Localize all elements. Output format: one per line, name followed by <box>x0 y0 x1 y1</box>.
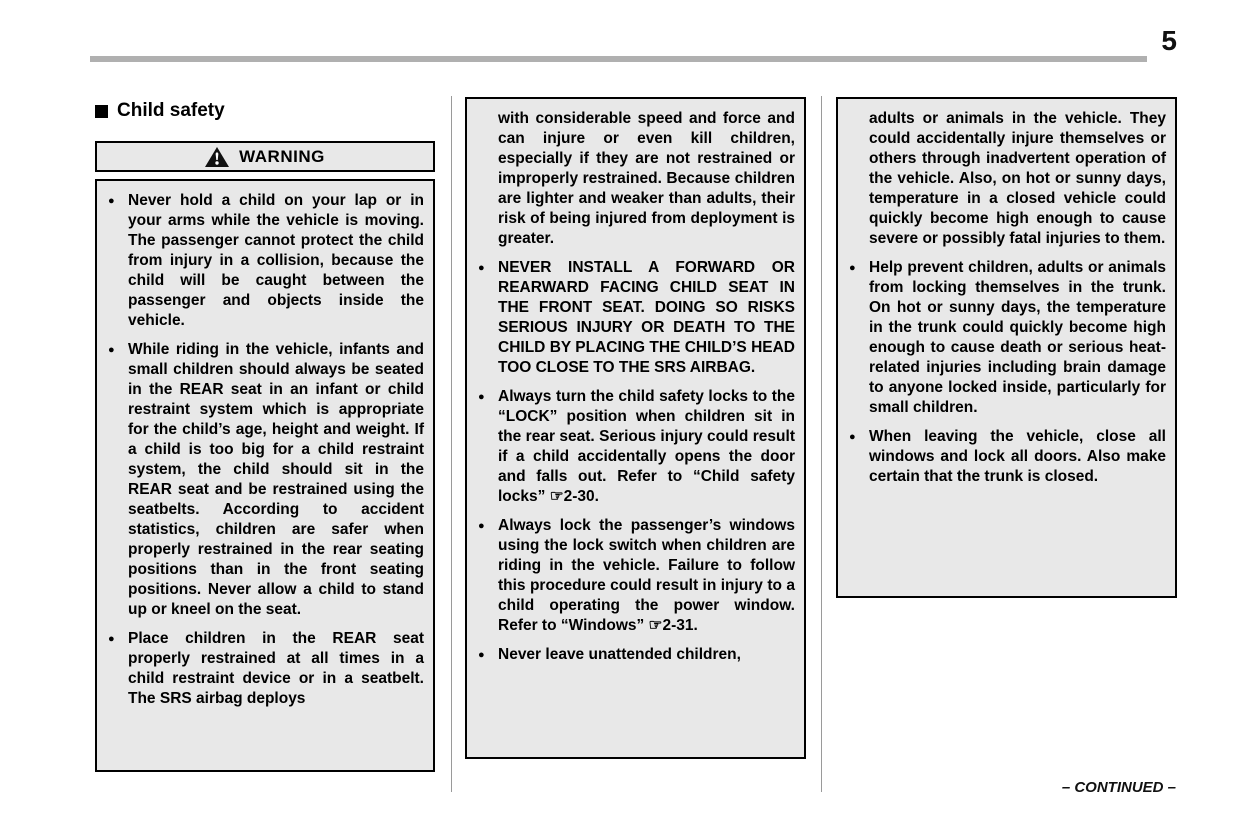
warning-paragraph <box>847 427 1166 487</box>
section-marker-icon <box>95 105 108 118</box>
section-heading <box>95 100 435 122</box>
column-separator-right <box>821 96 822 792</box>
bullet-icon: ● <box>849 262 856 274</box>
bullet-icon: ● <box>478 391 485 403</box>
warning-paragraph <box>106 629 424 709</box>
top-rule <box>90 56 1147 62</box>
warning-paragraph <box>476 645 795 665</box>
continued-label: – CONTINUED – <box>1061 779 1176 796</box>
warning-content-box-middle <box>465 97 806 759</box>
warning-paragraph <box>847 258 1166 418</box>
paragraph-text: When leaving the vehicle, close all windows and lock all doors. Also make certain that the trunk is closed. <box>869 428 1166 485</box>
paragraph-text: adults or animals in the vehicle. They could accidentally injure themselves or others through inadvertent operation of the vehicle. Also, on hot or sunny days, temperature in a closed vehicle could quickly become high enough to cause severe or possibly fatal injuries to them. <box>869 110 1166 247</box>
bullet-icon: ● <box>108 344 115 356</box>
bullet-icon: ● <box>478 649 485 661</box>
warning-content-box-right <box>836 97 1177 598</box>
paragraph-text: Help prevent children, adults or animals from locking themselves in the trunk. On hot or sunny days, the temperature in the trunk could quickly become high enough to cause death or serious heat-related injuries including brain damage to anyone locked inside, particularly for small children. <box>869 259 1166 416</box>
warning-paragraph <box>476 387 795 507</box>
warning-content-box-left <box>95 179 435 772</box>
paragraph-text: Always turn the child safety locks to the “LOCK” position when children sit in the rear seat. Serious injury could result if a child accidentally opens the door and falls out. Refer to “Child safety locks” ☞2-30. <box>498 388 795 505</box>
paragraph-text: While riding in the vehicle, infants and small children should always be seated in the REAR seat in an infant or child restraint system which is appropriate for the child’s age, height and weight. If a child is too big for a child restraint system, the child should sit in the REAR seat and be restrained using the seatbelts. According to accident statistics, children are safer when properly restrained in the rear seating positions than in the front seating positions. Never allow a child to stand up or kneel on the seat. <box>128 341 424 618</box>
warning-paragraph <box>106 191 424 331</box>
page-number: 5 <box>1161 25 1177 56</box>
bullet-icon: ● <box>108 195 115 207</box>
bullet-icon: ● <box>478 262 485 274</box>
bullet-icon: ● <box>478 520 485 532</box>
paragraph-text: Never leave unattended children, <box>498 646 741 663</box>
paragraph-text: with considerable speed and force and can injure or even kill children, especially if they are not restrained or improperly restrained. Because children are lighter and weaker than adults, their risk of being injured from deployment is greater. <box>498 110 795 247</box>
warning-label: WARNING <box>239 146 325 166</box>
section-title: Child safety <box>117 100 225 121</box>
bullet-icon: ● <box>849 431 856 443</box>
warning-paragraph <box>476 258 795 378</box>
paragraph-text: Always lock the passenger’s windows using the lock switch when children are riding in the vehicle. Failure to follow this procedure could result in injury to a child operating the power window. Refer to “Windows” ☞2-31. <box>498 517 795 634</box>
paragraph-text: Never hold a child on your lap or in your arms while the vehicle is moving. The passenger cannot protect the child from injury in a collision, because the child will be caught between the passenger and objects inside the vehicle. <box>128 192 424 329</box>
paragraph-text: NEVER INSTALL A FORWARD OR REARWARD FACING CHILD SEAT IN THE FRONT SEAT. DOING SO RISKS SERIOUS INJURY OR DEATH TO THE CHILD BY PLACING THE CHILD’S HEAD TOO CLOSE TO THE SRS AIRBAG. <box>498 259 795 376</box>
warning-paragraph <box>476 516 795 636</box>
warning-paragraph <box>106 340 424 620</box>
warning-triangle-icon <box>205 147 229 167</box>
warning-paragraph-continuation <box>476 109 795 249</box>
paragraph-text: Place children in the REAR seat properly restrained at all times in a child restraint device or in a seatbelt. The SRS airbag deploys <box>128 630 424 707</box>
bullet-icon: ● <box>108 633 115 645</box>
column-separator-left <box>451 96 452 792</box>
warning-header <box>95 141 435 172</box>
warning-paragraph-continuation <box>847 109 1166 249</box>
